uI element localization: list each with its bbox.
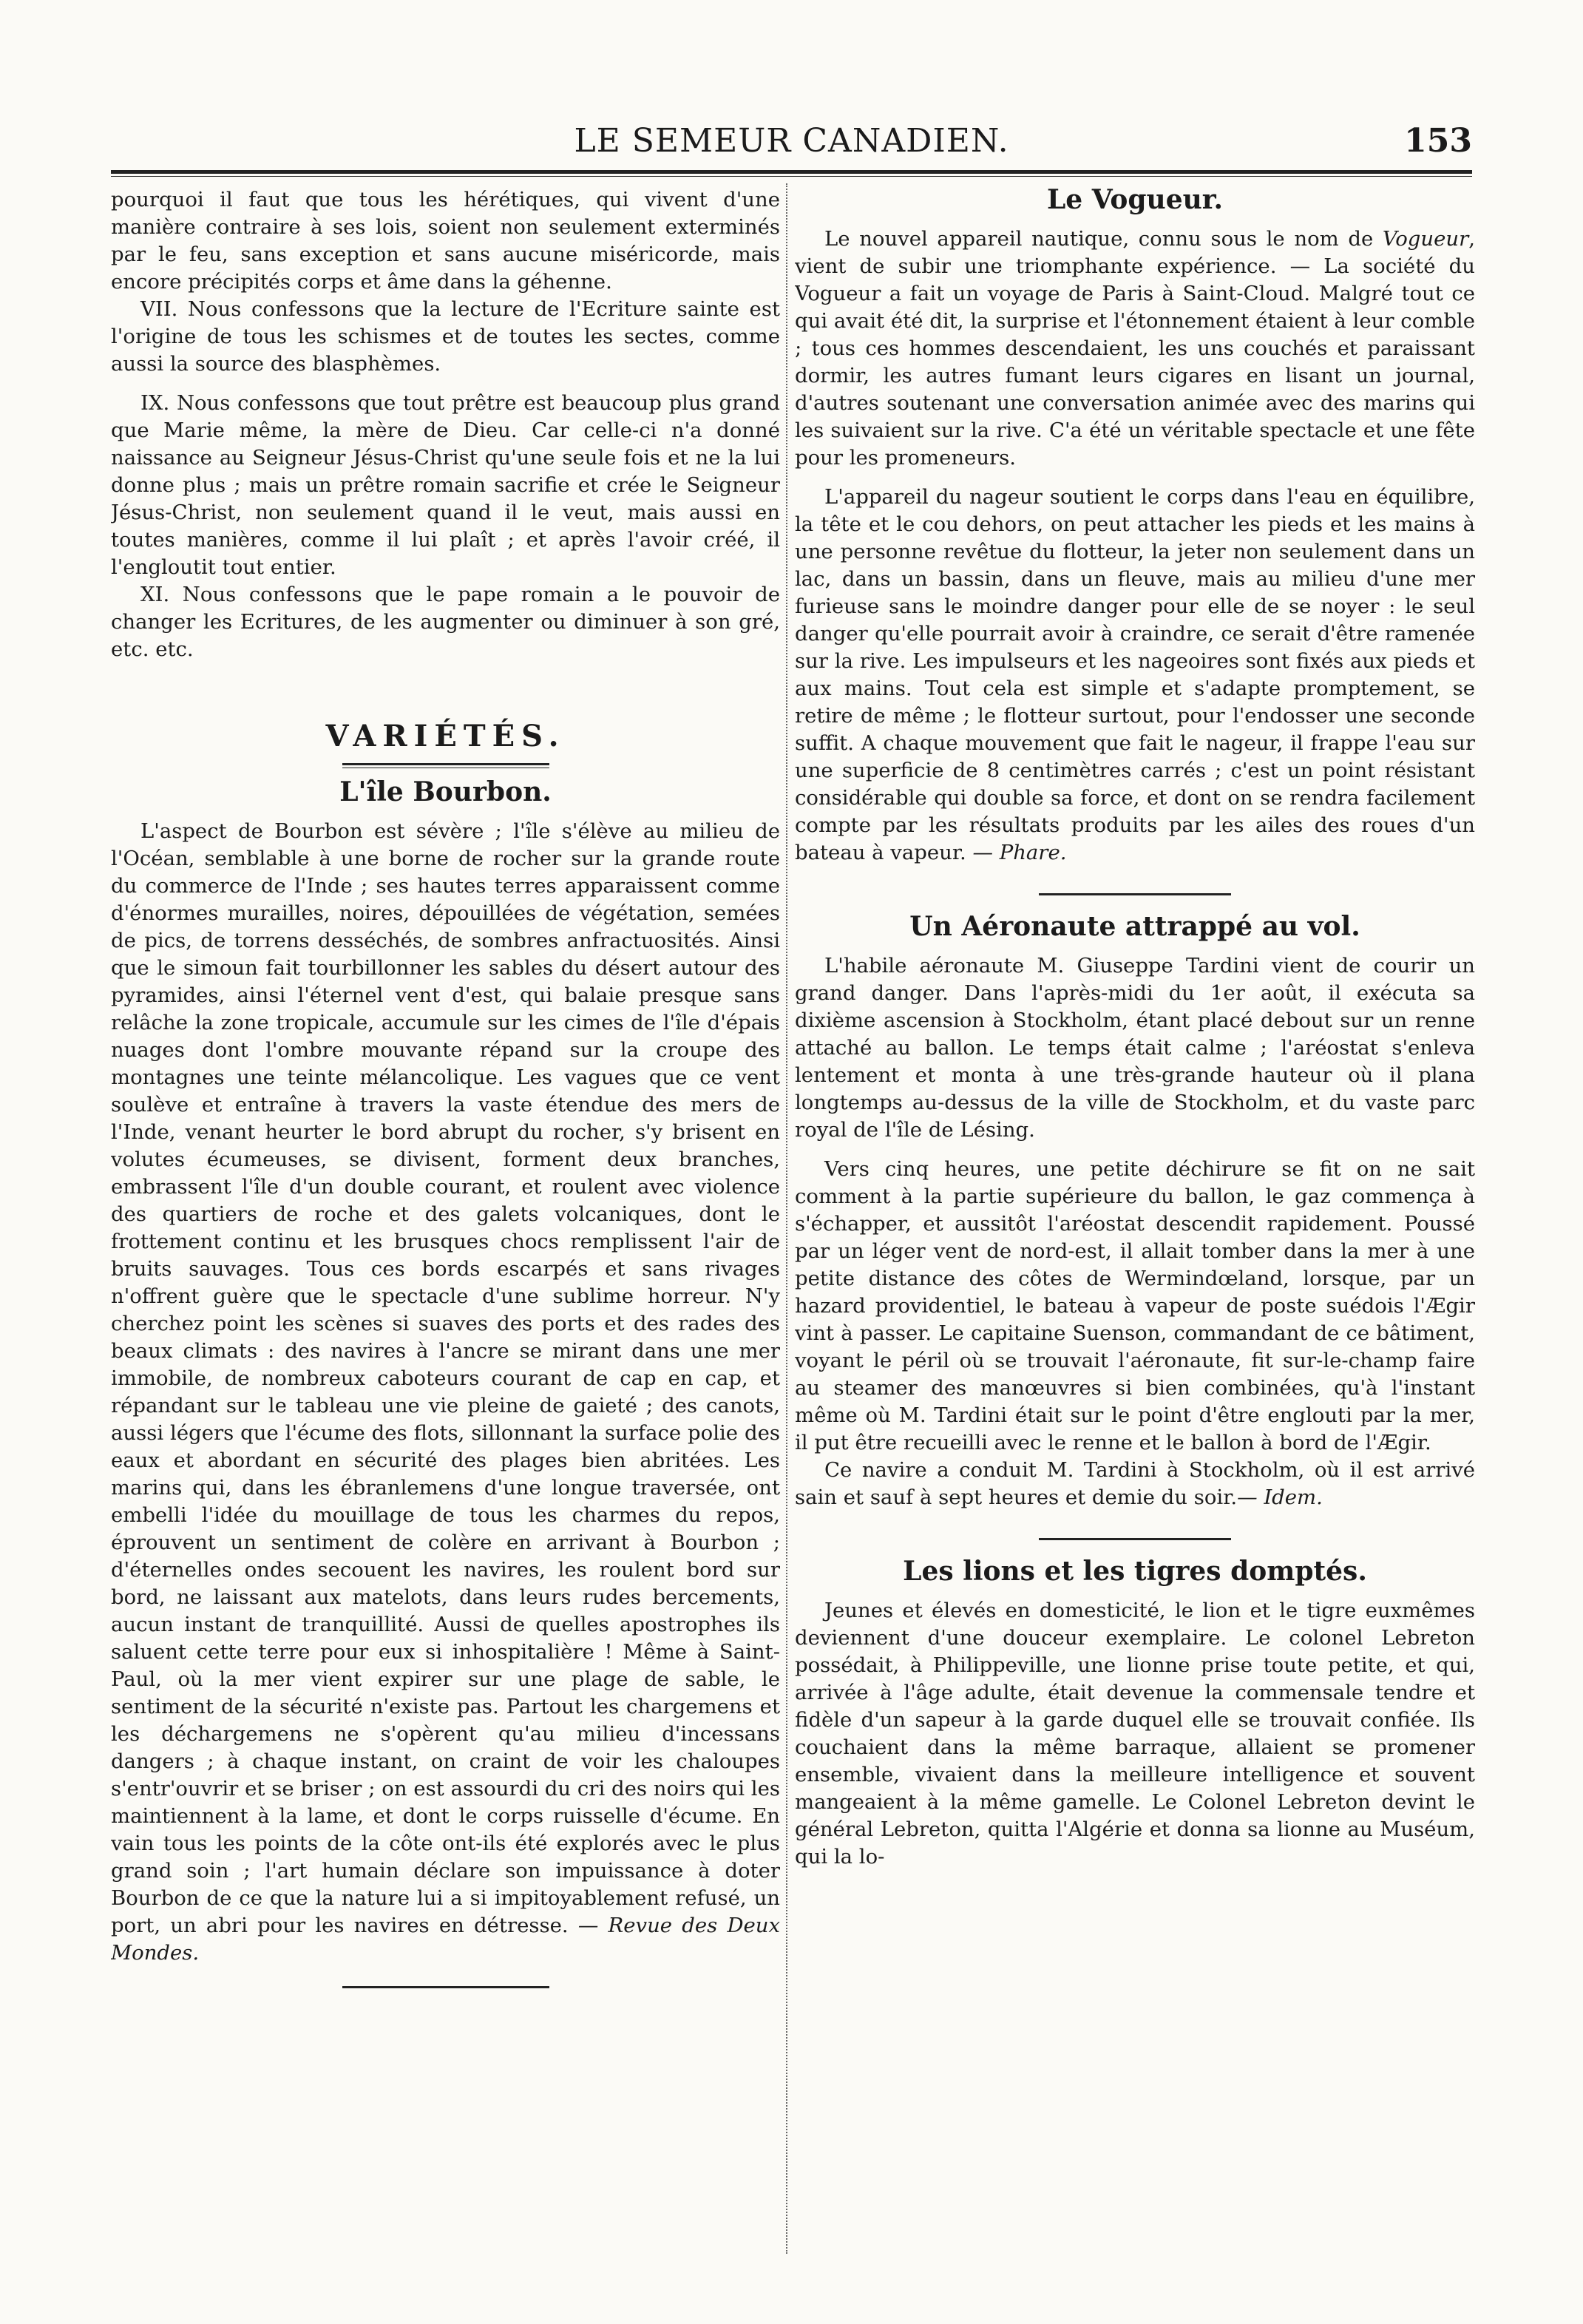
article-source: — Phare. xyxy=(972,841,1067,864)
paragraph: XI. Nous confessons que le pape romain a le pouvoir de changer les Ecritures, de les augmenter ou diminuer à son gré, etc. etc. xyxy=(111,583,780,661)
article-rule xyxy=(1039,1538,1231,1540)
paragraph xyxy=(795,1457,1475,1511)
running-head xyxy=(111,122,1472,168)
article-title: L'île Bourbon. xyxy=(339,776,552,807)
article-title: Les lions et les tigres domptés. xyxy=(903,1556,1367,1587)
end-rule xyxy=(342,1986,549,1988)
page-number: 153 xyxy=(1404,122,1472,160)
text-run: , vient de subir une triomphante expérience. — La société du Vogueur a fait un voyage de Paris à Saint-Cloud. Malgré tout ce qui avait été dit, la surprise et l'étonnement étaient à leur comble ; tous ces hommes descendaient, les uns couchés et paraissant dormir, les autres fumant leurs cigares en lisant un journal, d'autres soutenant une conversation animée avec des marins qui les suivaient sur la rive. C'a été un véritable spectacle et une fête pour les promeneurs. xyxy=(795,227,1475,470)
paragraph xyxy=(795,484,1475,867)
paragraph: pourquoi il faut que tous les hérétiques, qui vivent d'une manière contraire à ses lois, soient non seulement exterminés par le feu, sans exception et sans aucune miséricorde, mais encore précipités corps et âme dans la géhenne. xyxy=(111,188,780,294)
paragraph: L'habile aéronaute M. Giuseppe Tardini vient de courir un grand danger. Dans l'après-midi du 1er août, il exécuta sa dixième ascension à Stockholm, étant placé debout sur un renne attaché au ballon. Le temps était calme ; l'aréostat s'enleva lentement et monta à une très-grande hauteur où il plana longtemps au-dessus de la ville de Stockholm, et du vaste parc royal de l'île de Lésing. xyxy=(795,954,1475,1142)
masthead: LE SEMEUR CANADIEN. xyxy=(574,122,1009,160)
paragraph xyxy=(795,226,1475,472)
article-rule xyxy=(1039,893,1231,895)
text-run: Ce navire a conduit M. Tardini à Stockholm, où il est arrivé sain et sauf à sept heures et demie du soir. xyxy=(795,1458,1475,1509)
paragraph: IX. Nous confessons que tout prêtre est beaucoup plus grand que Marie même, la mère de Dieu. Car celle-ci n'a donné naissance au Seigneur Jésus-Christ qu'une seule fois et ne la lui donne plus ; mais un prêtre romain sacrifie et crée le Seigneur Jésus-Christ, non seulement quand il le veut, mais aussi en toutes manières, comme il lui plaît ; et après l'avoir créé, il l'engloutit tout entier. xyxy=(111,391,780,579)
section-rule xyxy=(342,763,549,768)
article-source: — Revue des Deux Mondes. xyxy=(111,1914,780,1965)
paragraph: Vers cinq heures, une petite déchirure se fit on ne sait comment à la partie supérieure du ballon, le gaz commença à s'échapper, et aussitôt l'aréostat descendit rapidement. Poussé par un léger vent de nord-est, il allait tomber dans la mer à une petite distance des côtes de Wermindœland, lorsque, par un hazard providentiel, le bateau à vapeur de poste suédois l'Ægir vint à passer. Le capitaine Suenson, commandant de ce bâtiment, voyant le péril où se trouvait l'aéronaute, fit sur-le-champ faire au steamer des manœuvres si bien combinées, qu'à l'instant même où M. Tardini était sur le point d'être englouti par la mer, il put être recueilli avec le renne et le ballon à bord de l'Ægir. xyxy=(795,1157,1475,1454)
article-source: — Idem. xyxy=(1237,1485,1323,1509)
article-title: Un Aéronaute attrappé au vol. xyxy=(909,911,1360,942)
article-text: L'aspect de Bourbon est sévère ; l'île s'élève au milieu de l'Océan, semblable à une borne de rocher sur la grande route du commerce de l'Inde ; ses hautes terres apparaissent comme d'énormes murailles, noires, dépouillées de végétation, semées de pics, de torrens desséchés, de sombres anfractuosités. Ainsi que le simoun fait tourbillonner les sables du désert autour des pyramides, ainsi l'éternel vent d'est, qui balaie presque sans relâche la zone tropicale, accumule sur les cimes de l'île d'épais nuages dont l'ombre mouvante répand sur la croupe des montagnes une teinte mélancolique. Les vagues que ce vent soulève et entraîne à travers la vaste étendue des mers de l'Inde, venant heurter le bord abrupt du rocher, s'y brisent en volutes écumeuses, se divisent, forment deux branches, embrassent l'île d'un double courant, et roulent avec violence des quartiers de roche et des galets volcaniques, dont le frottement continu et les brusques chocs remplissent l'air de bruits sauvages. Tous ces bords escarpés et sans rivages n'offrent guère que le spectacle d'une sublime horreur. N'y cherchez point les scènes si suaves des ports et des rades des beaux climats : des navires à l'ancre se mirant dans une mer immobile, de nombreux caboteurs courant de cap en cap, et répandant sur le tableau une vie pleine de gaieté ; des canots, aussi légers que l'écume des flots, sillonnant la surface polie des eaux et abordant en sécurité des plages bien abritées. Les marins qui, dans les ébranlemens d'une longue traversée, ont embelli l'idée du mouillage de tous les charmes du repos, éprouvent un sentiment de colère en arrivant à Bourbon ; d'éternelles ondes secouent les navires, les roulent bord sur bord, ne laissant aux matelots, dans leurs rudes bercements, aucun instant de tranquillité. Aussi de quelles apostrophes ils saluent cette terre pour eux si inhospitalière ! Même à Saint-Paul, où la mer vient expirer sur une plage de sable, le sentiment de la sécurité n'existe pas. Partout les chargemens et les déchargemens ne s'opèrent qu'au milieu d'incessans dangers ; à chaque instant, on craint de voir les chaloupes s'entr'ouvrir et se briser ; on est assourdi du cri des noirs qui les maintiennent à la lame, et dont le corps ruisselle d'écume. En vain tous les points de la côte ont-ils été explorés avec le plus grand soin ; l'art humain déclare son impuissance à doter Bourbon de ce que la nature lui a si impitoyablement refusé, un port, un abri pour les navires en détresse. xyxy=(111,819,780,1937)
column-divider xyxy=(786,183,787,2254)
emphasis: Vogueur xyxy=(1382,227,1469,251)
left-column xyxy=(111,186,780,2286)
right-column xyxy=(795,186,1475,2286)
paragraph: Jeunes et élevés en domesticité, le lion et le tigre euxmêmes deviennent d'une douceur exemplaire. Le colonel Lebreton possédait, à Philippeville, une lionne prise toute petite, et qui, arrivée à l'âge adulte, était devenue la commensale tendre et fidèle d'un sapeur à la garde duquel elle se trouvait confiée. Ils couchaient dans la même barraque, allaient se promener ensemble, vivaient dans la meilleure intelligence et souvent mangeaient à la même gamelle. Le Colonel Lebreton devint le général Lebreton, quitta l'Algérie et donna sa lionne au Muséum, qui la lo- xyxy=(795,1599,1475,1869)
text-run: L'appareil du nageur soutient le corps dans l'eau en équilibre, la tête et le cou dehors, on peut attacher les pieds et les mains à une personne revêtue du flotteur, la jeter non seulement dans un lac, dans un bassin, dans un fleuve, mais au milieu d'une mer furieuse sans le moindre danger pour elle de se noyer : le seul danger qu'elle pourrait avoir à craindre, ce serait d'être ramenée sur la rive. Les impulseurs et les nageoires sont fixés aux pieds et aux mains. Tout cela est simple et s'adapte promptement, se retire de même ; le flotteur surtout, pour l'endosser une seconde suffit. A chaque mouvement que fait le nageur, il frappe l'eau sur une superficie de 8 centimètres carrés ; c'est un point résistant considérable qui double sa force, et dont on se rendra facilement compte par les résultats produits par les ailes des roues d'un bateau à vapeur. xyxy=(795,485,1475,864)
article-body xyxy=(111,818,780,1967)
text-run: Le nouvel appareil nautique, connu sous le nom de xyxy=(824,227,1383,251)
header-rule xyxy=(111,170,1472,177)
paragraph: VII. Nous confessons que la lecture de l'Ecriture sainte est l'origine de tous les schismes et de toutes les sectes, comme aussi la source des blasphèmes. xyxy=(111,297,780,376)
section-title: VARIÉTÉS. xyxy=(325,719,566,753)
article-title: Le Vogueur. xyxy=(1046,186,1223,215)
